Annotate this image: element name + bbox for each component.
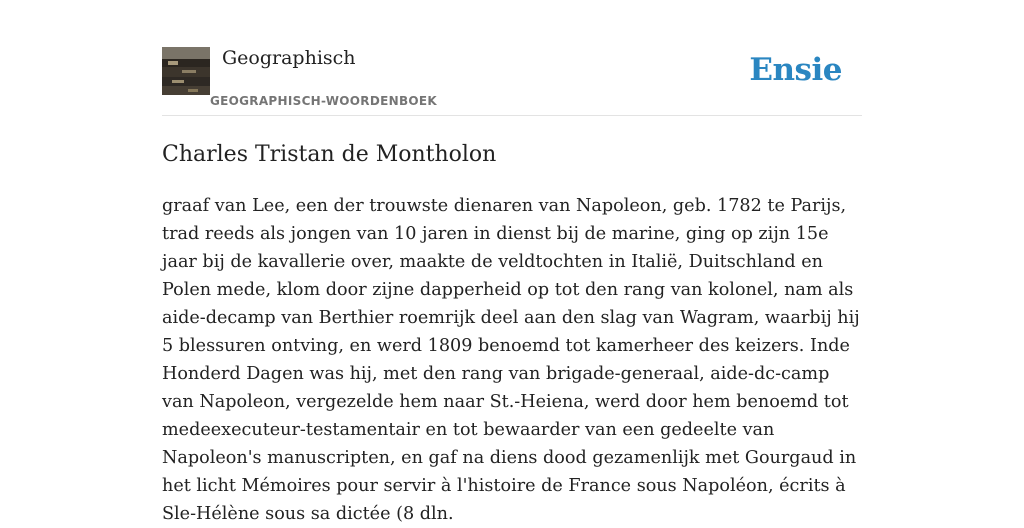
ensie-logo[interactable]: Ensie bbox=[749, 52, 842, 88]
article-title: Charles Tristan de Montholon bbox=[162, 142, 497, 167]
books-image bbox=[162, 47, 210, 95]
source-slug[interactable]: GEOGRAPHISCH-WOORDENBOEK bbox=[210, 94, 437, 108]
header-divider bbox=[162, 115, 862, 116]
source-avatar[interactable] bbox=[162, 47, 210, 95]
article-body: graaf van Lee, een der trouwste dienaren van Napoleon, geb. 1782 te Parijs, trad reeds als jongen van 10 jaren in dienst bij de marine, ging op zijn 15e jaar bij de kavallerie over, maakte de veldtochten in Italië, Duitschland en Polen mede, klom door zijne dapperheid op tot den rang van kolonel, nam als aide-decamp van Berthier roemrijk deel aan den slag van Wagram, waarbij hij 5 blessuren ontving, en werd 1809 benoemd tot kamerheer des keizers. Inde Honderd Dagen was hij, met den rang van brigade-generaal, aide-dc-camp van Napoleon, vergezelde hem naar St.-Heiena, werd door hem benoemd tot medeexecuteur-testamentair en tot bewaarder van een gedeelte van Napoleon's manuscripten, en gaf na diens dood gezamenlijk met Gourgaud in het licht Mémoires pour servir à l'histoire de France sous Napoléon, écrits à Sle-Hélène sous sa dictée (8 dln. bbox=[162, 196, 860, 524]
source-name[interactable]: Geographisch bbox=[222, 47, 356, 69]
